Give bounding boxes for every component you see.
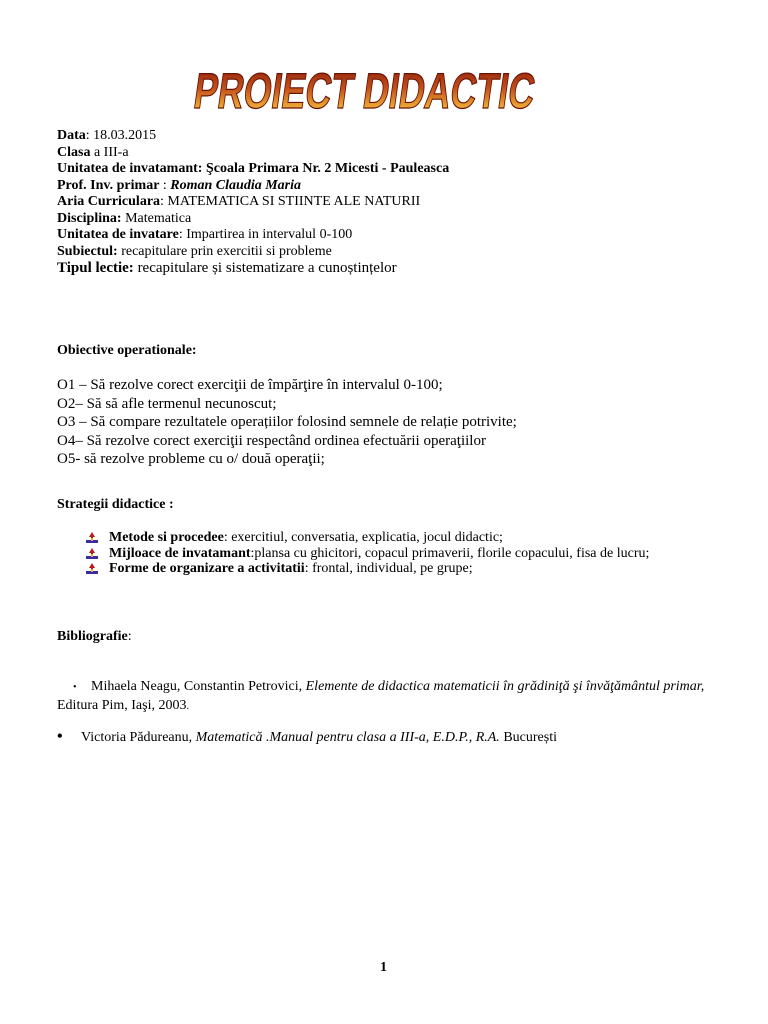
objective-item: O5- să rezolve probleme cu o/ două operaţii; <box>57 451 325 467</box>
subject-row: Subiectul: recapitulare prin exercitii si probleme <box>57 243 332 259</box>
strategies-title: Strategii didactice : <box>57 497 174 512</box>
bibliography-title: Bibliografie: <box>57 629 132 644</box>
class-row: Clasa a III-a <box>57 144 129 160</box>
objective-item: O1 – Să rezolve corect exerciţii de împărţire în intervalul 0-100; <box>57 377 443 393</box>
lesson-metadata <box>57 128 449 277</box>
discipline-row: Disciplina: Matematica <box>57 210 192 226</box>
title-wordart-text: PROIECT DIDACTIC <box>190 63 674 119</box>
teacher-row: Prof. Inv. primar : Roman Claudia Maria <box>57 177 301 193</box>
objective-item: O3 – Să compare rezultatele operațiilor folosind semnele de relație potrivite; <box>57 414 517 430</box>
objectives-list <box>57 376 517 469</box>
school-row: Unitatea de invatamant: Şcoala Primara Nr. 2 Micesti - Pauleasca <box>57 161 450 176</box>
arrow-bullet-icon <box>85 548 99 560</box>
title-wordart <box>185 38 674 128</box>
bullet: • <box>73 682 77 693</box>
objective-item: O4– Să rezolve corect exerciţii respectând ordinea efectuării operaţiilor <box>57 432 486 449</box>
bullet: • <box>57 728 63 745</box>
strategy-item: Mijloace de invatamant:plansa cu ghicitori, copacul primaverii, florile copacului, fisa de lucru; <box>85 546 649 562</box>
page-number: 1 <box>380 960 387 975</box>
objective-item: O2– Să să afle termenul necunoscut; <box>57 395 277 412</box>
strategy-item: Metode si procedee: exercitiul, conversatia, explicatia, jocul didactic; <box>85 530 649 546</box>
objectives-title: Obiective operationale: <box>57 343 197 358</box>
lesson-type-row: Tipul lectie: recapitulare și sistematizare a cunoștințelor <box>57 260 397 276</box>
date-row: Data: 18.03.2015 <box>57 128 157 143</box>
learning-unit-row: Unitatea de invatare: Impartirea in intervalul 0-100 <box>57 227 353 242</box>
arrow-bullet-icon <box>85 563 99 575</box>
bibliography-item: • Mihaela Neagu, Constantin Petrovici, Elemente de didactica matematicii în grădiniţă şi învăţământul primar, Editura Pim, Iaşi, 2003. <box>57 679 705 713</box>
strategies-list <box>85 530 649 577</box>
arrow-bullet-icon <box>85 532 99 544</box>
bibliography-item: • Victoria Pădureanu, Matematică .Manual pentru clasa a III-a, E.D.P., R.A. București <box>57 728 557 745</box>
strategy-item: Forme de organizare a activitatii: frontal, individual, pe grupe; <box>85 561 649 577</box>
curricular-area-row: Aria Curriculara: MATEMATICA SI STIINTE ALE NATURII <box>57 194 421 209</box>
